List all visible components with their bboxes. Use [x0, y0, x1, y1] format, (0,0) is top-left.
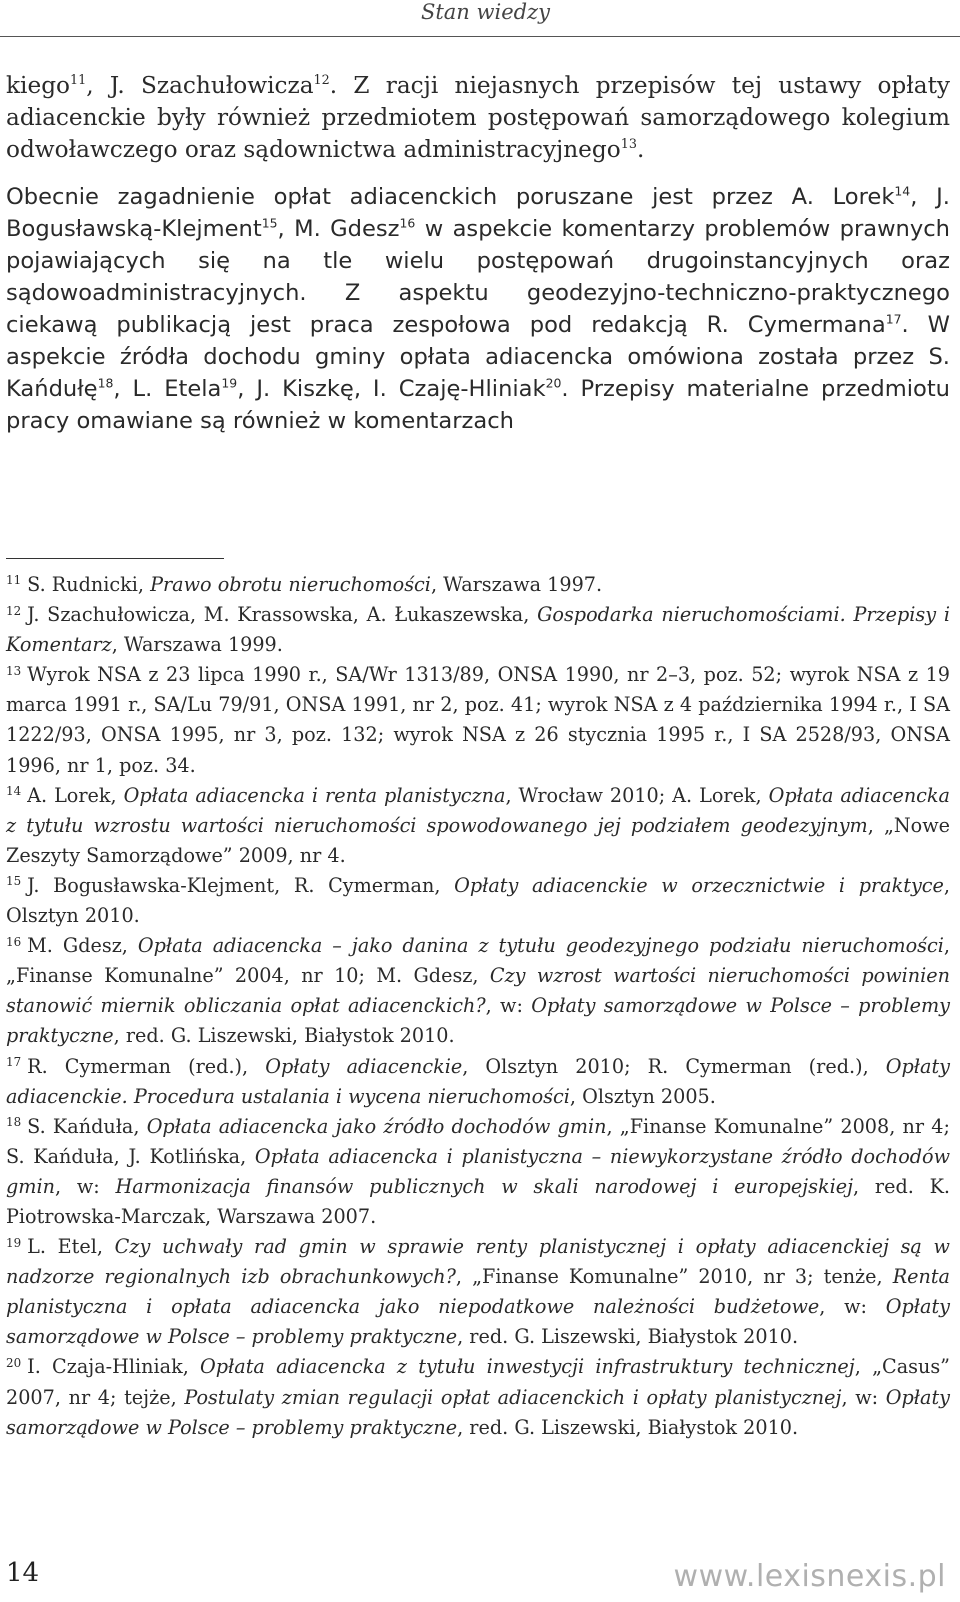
title: Opłaty samorządowe w Polsce – problemy praktyczne — [6, 1295, 950, 1349]
text: , Olsztyn 2010. — [6, 873, 951, 928]
page-number: 14 — [6, 1558, 40, 1588]
text: , Warszawa 1997. — [430, 573, 603, 596]
title: Opłata adiacencka i renta planistyczna — [123, 783, 506, 807]
title: Opłata adiacencka z tytułu wzrostu wartości nieruchomości spowodowanego jej podziałem geodezyjnym — [6, 783, 950, 837]
text: Wyrok NSA z 23 lipca 1990 r., SA/Wr 1313/89, ONSA 1990, nr 2–3, poz. 52; wyrok NSA z 19 marca 1991 r., SA/Lu 79/91, ONSA 1991, nr 2, poz. 41; wyrok NSA z 4 października 1994 r., I SA 1222/93, ONSA 1995, nr 3, poz. 132; wyrok NSA z 26 stycznia 1995 r., I SA 2528/93, ONSA 1996, nr 1, poz. 34. — [6, 663, 950, 777]
footnote-19 — [6, 1232, 950, 1352]
text: , „Nowe Zeszyty Samorządowe” 2009, nr 4. — [6, 813, 951, 867]
text: , J. Szachułowicza — [86, 72, 314, 99]
footnote-14 — [6, 781, 950, 871]
text: S. Rudnicki, — [27, 573, 151, 596]
text: , w: — [485, 994, 532, 1018]
running-header-title: Stan wiedzy — [420, 0, 550, 24]
text: , red. G. Liszewski, Białystok 2010. — [457, 1325, 799, 1349]
title: Postulaty zmian regulacji opłat adiacenckich i opłaty planistycznej — [184, 1385, 842, 1409]
title: Opłata adiacencka i planistyczna – niewykorzystane źródło dochodów gmin — [6, 1144, 951, 1198]
title: Opłaty samorządowe w Polsce – problemy praktyczne — [6, 994, 950, 1048]
title: Opłata adiacencka z tytułu inwestycji infrastruktury technicznej — [200, 1355, 855, 1379]
footnote-ref[interactable]: 16 — [399, 215, 416, 231]
footnote-number: 15 — [6, 874, 22, 889]
footnote-number: 20 — [6, 1355, 22, 1370]
paragraph-1 — [6, 70, 950, 166]
paragraph-2 — [6, 181, 950, 437]
footnote-number: 11 — [6, 573, 22, 588]
footnote-12 — [6, 600, 950, 660]
footnote-ref[interactable]: 20 — [545, 375, 562, 391]
text: kiego — [6, 72, 70, 99]
text: . — [636, 136, 645, 163]
title: Opłaty adiacenckie — [265, 1054, 463, 1078]
text: , red. K. Piotrowska-Marczak, Warszawa 2007. — [6, 1174, 951, 1228]
text: J. Szachułowicza, M. Krassowska, A. Łukaszewska, — [27, 603, 538, 627]
text: I. Czaja-Hliniak, — [27, 1355, 201, 1379]
footnote-number: 19 — [6, 1235, 22, 1250]
title: Czy wzrost wartości nieruchomości powinien stanowić miernik obliczania opłat adiacenckich? — [6, 964, 950, 1018]
text: , Warszawa 1999. — [111, 633, 283, 657]
text: , „Finanse Komunalne” 2008, nr 4; S. Kańduła, J. Kotlińska, — [6, 1114, 950, 1168]
text: . W aspekcie źródła dochodu gminy opłata adiacencka omówiona została przez S. Kańdułę — [6, 312, 950, 402]
title: Opłata adiacencka – jako danina z tytułu geodezyjnego podziału nieruchomości — [137, 934, 944, 958]
footnote-ref[interactable]: 18 — [97, 375, 114, 391]
text: . Przepisy materialne przedmiotu pracy omawiane są również w komentarzach — [6, 376, 951, 434]
text: . Z racji niejasnych przepisów tej ustawy opłaty adiacenckie były również przedmiotem postępowań samorządowego kolegium odwoławczego oraz sądownictwa administracyjnego — [6, 72, 951, 163]
body-text — [6, 70, 950, 437]
text: Obecnie zagadnienie opłat adiacenckich poruszane jest przez A. Lorek — [6, 184, 895, 210]
title: Renta planistyczna i opłata adiacencka jako niepodatkowe należności budżetowe — [6, 1265, 950, 1319]
text: R. Cymerman (red.), — [27, 1054, 266, 1078]
title: Gospodarka nieruchomościami. Przepisy i Komentarz — [6, 603, 950, 657]
footnote-ref[interactable]: 15 — [261, 215, 278, 231]
running-header — [0, 0, 960, 37]
title: Opłaty adiacenckie. Procedura ustalania i wycena nieruchomości — [6, 1054, 951, 1108]
footnote-number: 13 — [6, 663, 22, 678]
text: , L. Etela — [113, 376, 222, 402]
text: , J. Bogusławską-Klejment — [6, 184, 950, 242]
title: Prawo obrotu nieruchomości — [150, 573, 431, 596]
footnote-15 — [6, 871, 950, 931]
title: Opłata adiacencka jako źródło dochodów gmin — [146, 1114, 607, 1138]
footnote-18 — [6, 1112, 950, 1232]
text: , Olsztyn 2010; R. Cymerman (red.), — [462, 1054, 886, 1078]
footnote-ref[interactable]: 19 — [221, 375, 238, 391]
title: Czy uchwały rad gmin w sprawie renty planistycznej i opłaty adiacenckiej są w nadzorze regionalnych izb obrachunkowych? — [6, 1235, 950, 1289]
footnote-11 — [6, 570, 950, 600]
text: , Wrocław 2010; A. Lorek, — [505, 783, 769, 807]
text: , „Finanse Komunalne” 2004, nr 10; M. Gdesz, — [6, 934, 950, 988]
text: , M. Gdesz — [277, 216, 400, 242]
text: , red. G. Liszewski, Białystok 2010. — [113, 1024, 455, 1048]
text: A. Lorek, — [27, 783, 124, 807]
text: , J. Kiszkę, I. Czaję-Hliniak — [237, 376, 546, 402]
footnote-16 — [6, 931, 950, 1051]
website-link[interactable]: www.lexisnexis.pl — [673, 1559, 946, 1594]
text: , „Casus” 2007, nr 4; tejże, — [6, 1355, 950, 1409]
text: , w: — [54, 1174, 116, 1198]
title: Harmonizacja finansów publicznych w skali narodowej i europejskiej — [115, 1174, 854, 1198]
text: M. Gdesz, — [27, 934, 138, 958]
title: Opłaty adiacenckie w orzecznictwie i praktyce — [454, 873, 944, 897]
text: L. Etel, — [27, 1235, 115, 1259]
footnote-number: 14 — [6, 784, 22, 799]
footnote-20 — [6, 1352, 950, 1442]
footnote-number: 12 — [6, 603, 22, 618]
text: , Olsztyn 2005. — [569, 1084, 716, 1108]
footnote-ref[interactable]: 11 — [70, 73, 87, 89]
footnotes — [6, 570, 950, 1443]
title: Opłaty samorządowe w Polsce – problemy praktyczne — [6, 1385, 950, 1439]
footnote-ref[interactable]: 12 — [313, 73, 330, 89]
footnote-17 — [6, 1052, 950, 1112]
text: J. Bogusławska-Klejment, R. Cymerman, — [27, 873, 455, 897]
footnote-ref[interactable]: 14 — [894, 183, 911, 199]
text: w aspekcie komentarzy problemów prawnych pojawiających się na tle wielu postępowań drugoinstancyjnych oraz sądowoadministracyjnych. Z aspektu geodezyjno-techniczno-praktycznego ciekawą publikacją jest praca zespołowa pod redakcją R. Cymermana — [6, 216, 950, 338]
footnote-number: 16 — [6, 934, 22, 949]
text: , „Finanse Komunalne” 2010, nr 3; tenże, — [455, 1265, 893, 1289]
text: , w: — [819, 1295, 886, 1319]
text: , red. G. Liszewski, Białystok 2010. — [457, 1415, 799, 1439]
footnote-separator — [6, 558, 224, 559]
footnote-number: 17 — [6, 1054, 22, 1069]
text: S. Kańduła, — [27, 1114, 147, 1138]
text: , w: — [841, 1385, 886, 1409]
footnote-ref[interactable]: 13 — [620, 137, 637, 153]
footnote-ref[interactable]: 17 — [885, 311, 902, 327]
footnote-number: 18 — [6, 1115, 22, 1130]
footnote-13 — [6, 660, 950, 780]
